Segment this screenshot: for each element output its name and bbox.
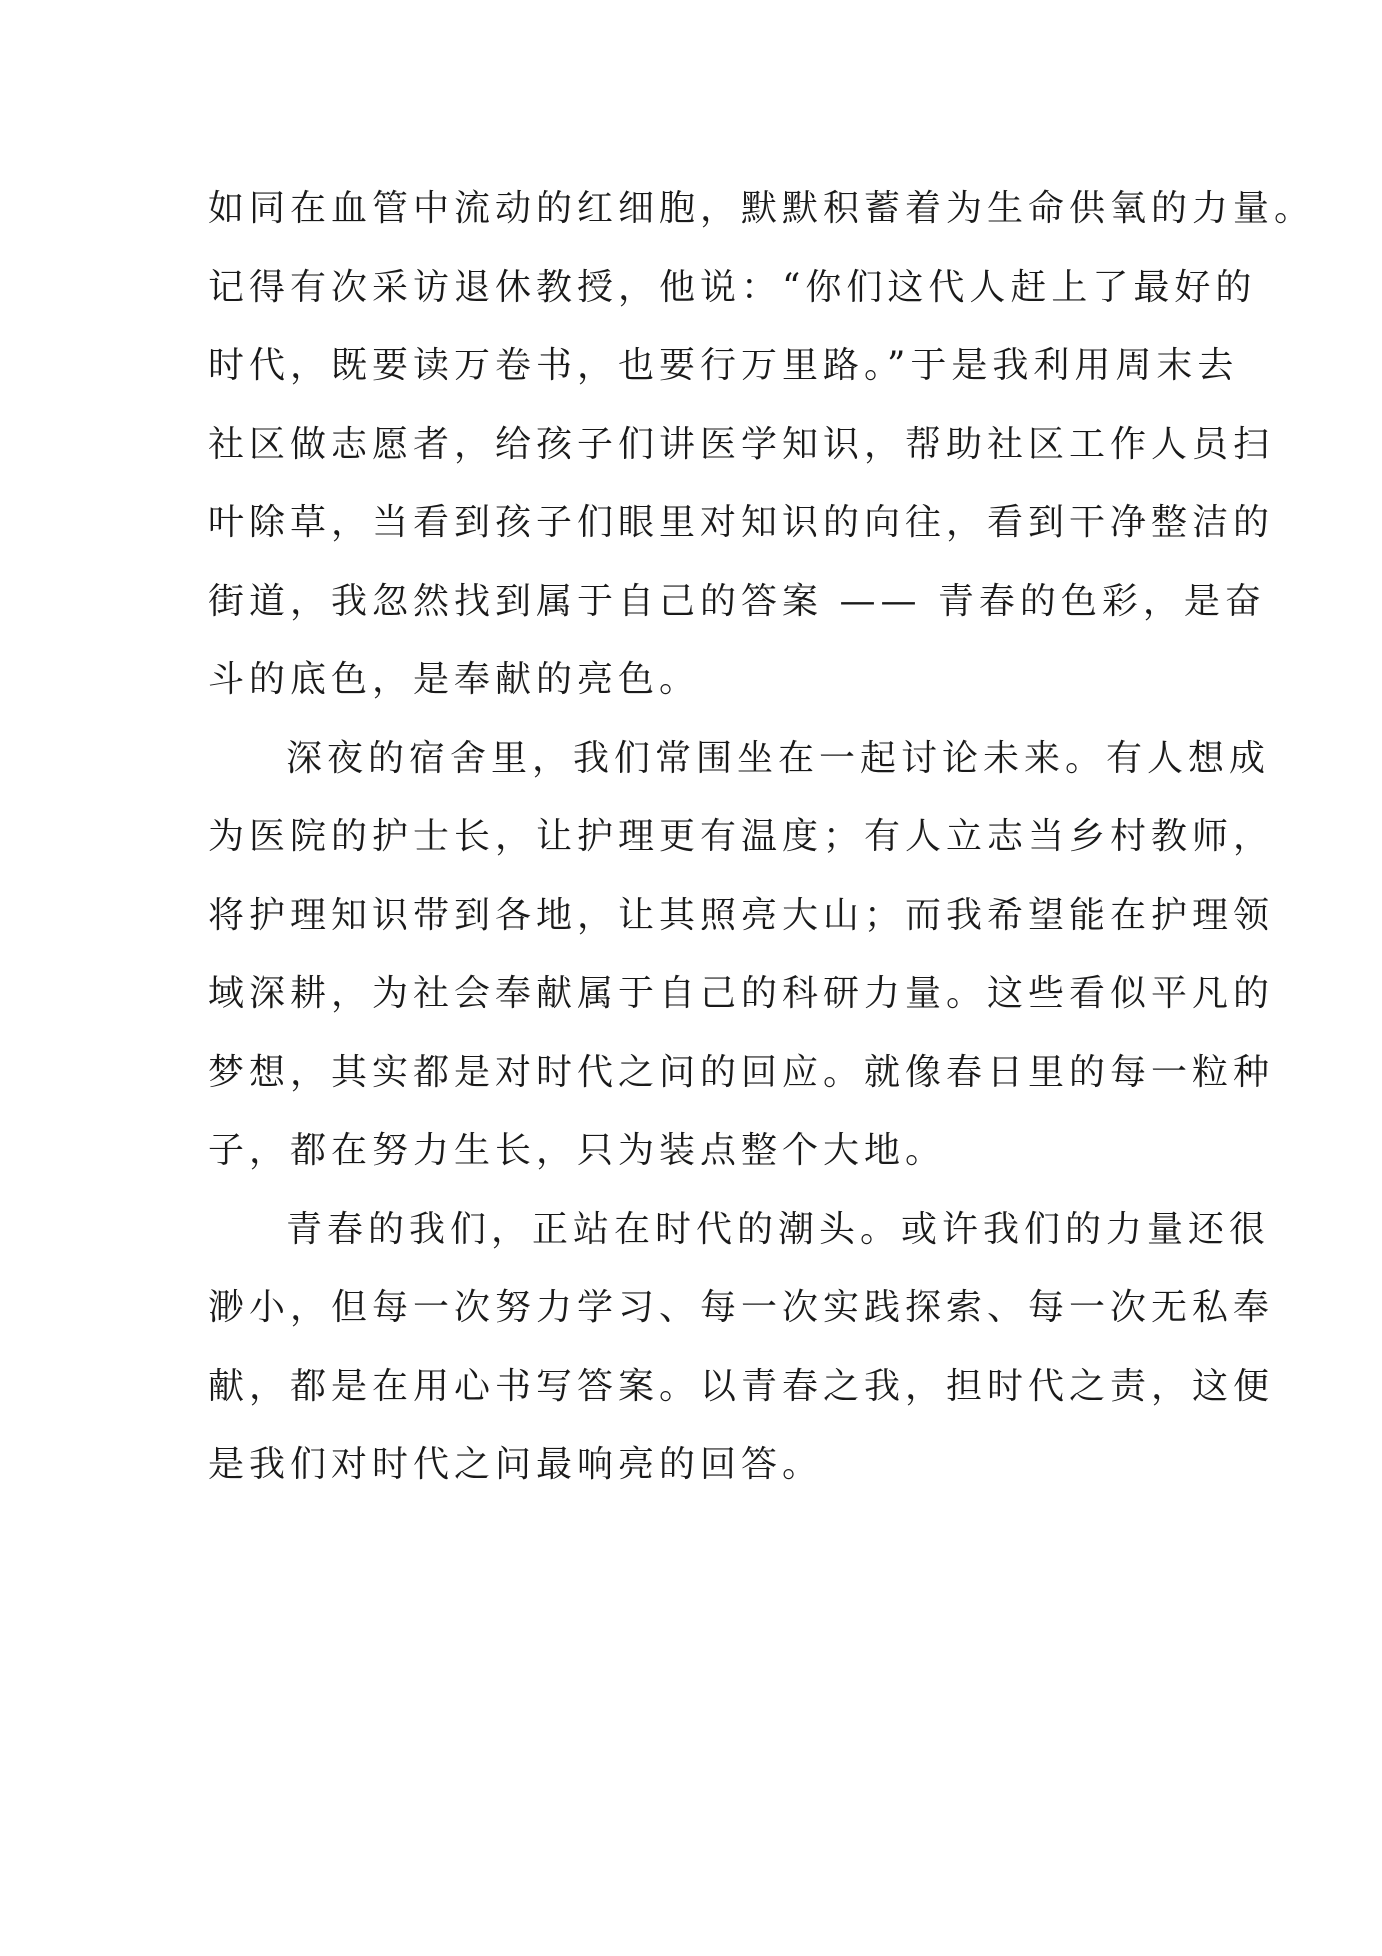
text-line: 是我们对时代之问最响亮的回答。 bbox=[208, 1444, 824, 1485]
text-line: 斗的底色，是奉献的亮色。 bbox=[208, 659, 701, 700]
text-line: 深夜的宿舍里，我们常围坐在一起讨论未来。有人想成 bbox=[286, 737, 1271, 779]
text-line: 渺小，但每一次努力学习、每一次实践探索、每一次无私奉 bbox=[208, 1287, 1275, 1328]
text-line: 子，都在努力生长，只为装点整个大地。 bbox=[208, 1130, 947, 1171]
text-line: 时代，既要读万卷书，也要行万里路。”于是我利用周末去 bbox=[208, 345, 1239, 386]
text-line: 记得有次采访退休教授，他说：“你们这代人赶上了最好的 bbox=[208, 266, 1257, 308]
text-line: 梦想，其实都是对时代之问的回应。就像春日里的每一粒种 bbox=[208, 1051, 1275, 1093]
text-line: 叶除草，当看到孩子们眼里对知识的向往，看到干净整洁的 bbox=[208, 502, 1275, 543]
text-line: 域深耕，为社会奉献属于自己的科研力量。这些看似平凡的 bbox=[208, 973, 1275, 1014]
text-line: 青春的我们，正站在时代的潮头。或许我们的力量还很 bbox=[286, 1208, 1271, 1250]
text-line: 街道，我忽然找到属于自己的答案 —— 青春的色彩，是奋 bbox=[208, 580, 1266, 622]
text-line: 为医院的护士长，让护理更有温度；有人立志当乡村教师， bbox=[208, 816, 1275, 857]
text-line: 献，都是在用心书写答案。以青春之我，担时代之责，这便 bbox=[208, 1365, 1275, 1407]
text-line: 社区做志愿者，给孩子们讲医学知识，帮助社区工作人员扫 bbox=[208, 423, 1275, 465]
text-line: 将护理知识带到各地，让其照亮大山；而我希望能在护理领 bbox=[208, 894, 1275, 936]
paragraph-1 bbox=[208, 170, 1316, 720]
text-line: 如同在血管中流动的红细胞，默默积蓄着为生命供氧的力量。 bbox=[208, 188, 1316, 229]
paragraph-3 bbox=[208, 1191, 1275, 1505]
document-body bbox=[208, 170, 1316, 1505]
paragraph-2 bbox=[208, 720, 1275, 1191]
